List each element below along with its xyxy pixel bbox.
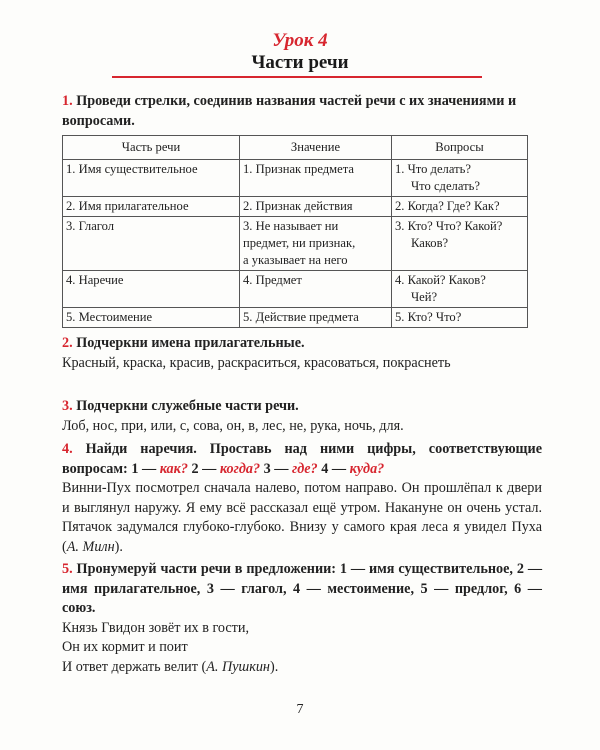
table-cell-part: 4. Наречие [63,271,240,308]
page-title: Части речи [251,52,349,73]
task-5 [62,560,542,677]
q-answer: где? [291,460,318,477]
q-answer: куда? [349,460,385,477]
task-1-instruction [62,92,542,131]
question-line: Чей? [411,290,438,304]
task-5-text: Пронумеруй части речи в предложении: 1 — имя существительное, 2 — имя прилагательное, 3 — глагол, 4 — местоимение, 5 — предлог, 6 — союз. [62,561,543,616]
table-cell-meaning: 5. Действие предмета [240,308,392,328]
task-4 [62,440,542,557]
lesson-number: Урок 4 [272,30,328,51]
table-row [63,160,528,197]
table-cell-questions [392,217,528,271]
task-1-text: Проведи стрелки, соединив названия частей речи с их значениями и вопросами. [62,93,517,129]
table-header-row [63,136,528,160]
table-cell-meaning [240,217,392,271]
q-num: 1 [131,460,139,477]
table-cell-meaning: 2. Признак действия [240,197,392,217]
question-line: 4. Какой? Каков? [395,273,486,287]
meaning-line: 3. Не называет ни [243,219,339,233]
meaning-line: предмет, ни признак, [243,236,356,250]
q-num: 2 [191,460,199,477]
task-3-instruction [62,397,542,417]
table-row [63,308,528,328]
table-row [63,197,528,217]
task-5-number: 5. [62,561,73,577]
task-3-text: Подчеркни служебные части речи. [76,398,299,414]
q-num: 3 [263,460,271,477]
table-cell-part: 2. Имя прилагательное [63,197,240,217]
table-row [63,271,528,308]
task-3-words: Лоб, нос, при, или, с, сова, он, в, лес, не, рука, ночь, для. [62,417,404,434]
q-num: 4 [321,460,329,477]
table-row [63,217,528,271]
column-header: Значение [240,136,392,160]
table-cell-questions: 2. Когда? Где? Как? [392,197,528,217]
table-cell-questions [392,271,528,308]
poem-line: Он их кормит и поит [62,639,188,655]
task-4-number: 4. [62,441,73,457]
table-cell-meaning: 4. Предмет [240,271,392,308]
q-answer: как? [159,460,188,477]
passage-text: Винни-Пух посмотрел сначала налево, потом направо. Он прошлёпал к двери и выглянул наружу. Я ему всё рассказал ещё утром. Накануне он очень устал. Пятачок задумался глубоко-глубоко. Внизу у самого края леса я увидел Пуха [62,480,542,535]
task-5-instruction [62,560,542,619]
page-number: 7 [296,702,304,717]
question-line: 1. Что делать? [395,162,471,176]
question-line: Каков? [411,236,449,250]
task-4-text: Найди наречия. Проставь над ними цифры, соответствующие вопросам: [62,441,542,477]
task-1-number: 1. [62,93,73,109]
column-header: Вопросы [392,136,528,160]
task-4-passage: Винни-Пух посмотрел сначала налево, потом направо. Он прошлёпал к двери и выглянул наружу. Я ему всё рассказал ещё утром. Накануне он очень устал. Пятачок задумался глубоко-глубоко. Внизу у самого края леса я увидел Пуха (А. Милн). [62,480,542,555]
table-cell-questions [392,160,528,197]
meaning-line: а указывает на него [243,253,348,267]
title-divider [112,76,482,78]
task-3-number: 3. [62,398,73,414]
table-cell-part: 5. Местоимение [63,308,240,328]
task-2-instruction [62,334,542,354]
passage-author: А. Милн [66,538,115,555]
question-line: 3. Кто? Что? Какой? [395,219,503,233]
table-cell-questions: 5. Кто? Что? [392,308,528,328]
table-cell-meaning: 1. Признак предмета [240,160,392,197]
question-line: Что сделать? [411,179,480,193]
task-2-words: Красный, краска, красив, раскраситься, красоваться, покраснеть [62,354,451,371]
q-answer: когда? [219,460,261,477]
table-cell-part: 3. Глагол [63,217,240,271]
table-cell-part: 1. Имя существительное [63,160,240,197]
poem-line: И ответ держать велит (А. Пушкин). [62,658,279,675]
column-header: Часть речи [63,136,240,160]
parts-of-speech-table [62,135,528,328]
task-4-instruction: 4. Найди наречия. Проставь над ними цифры, соответствующие вопросам: 1 — как? 2 — когда? 3 — где? 4 — куда? [62,441,542,477]
task-2-text: Подчеркни имена прилагательные. [76,335,305,351]
task-2 [62,334,542,373]
task-3 [62,397,542,436]
poem-author: А. Пушкин [206,658,270,675]
task-2-number: 2. [62,335,73,351]
poem-line: Князь Гвидон зовёт их в гости, [62,619,249,636]
